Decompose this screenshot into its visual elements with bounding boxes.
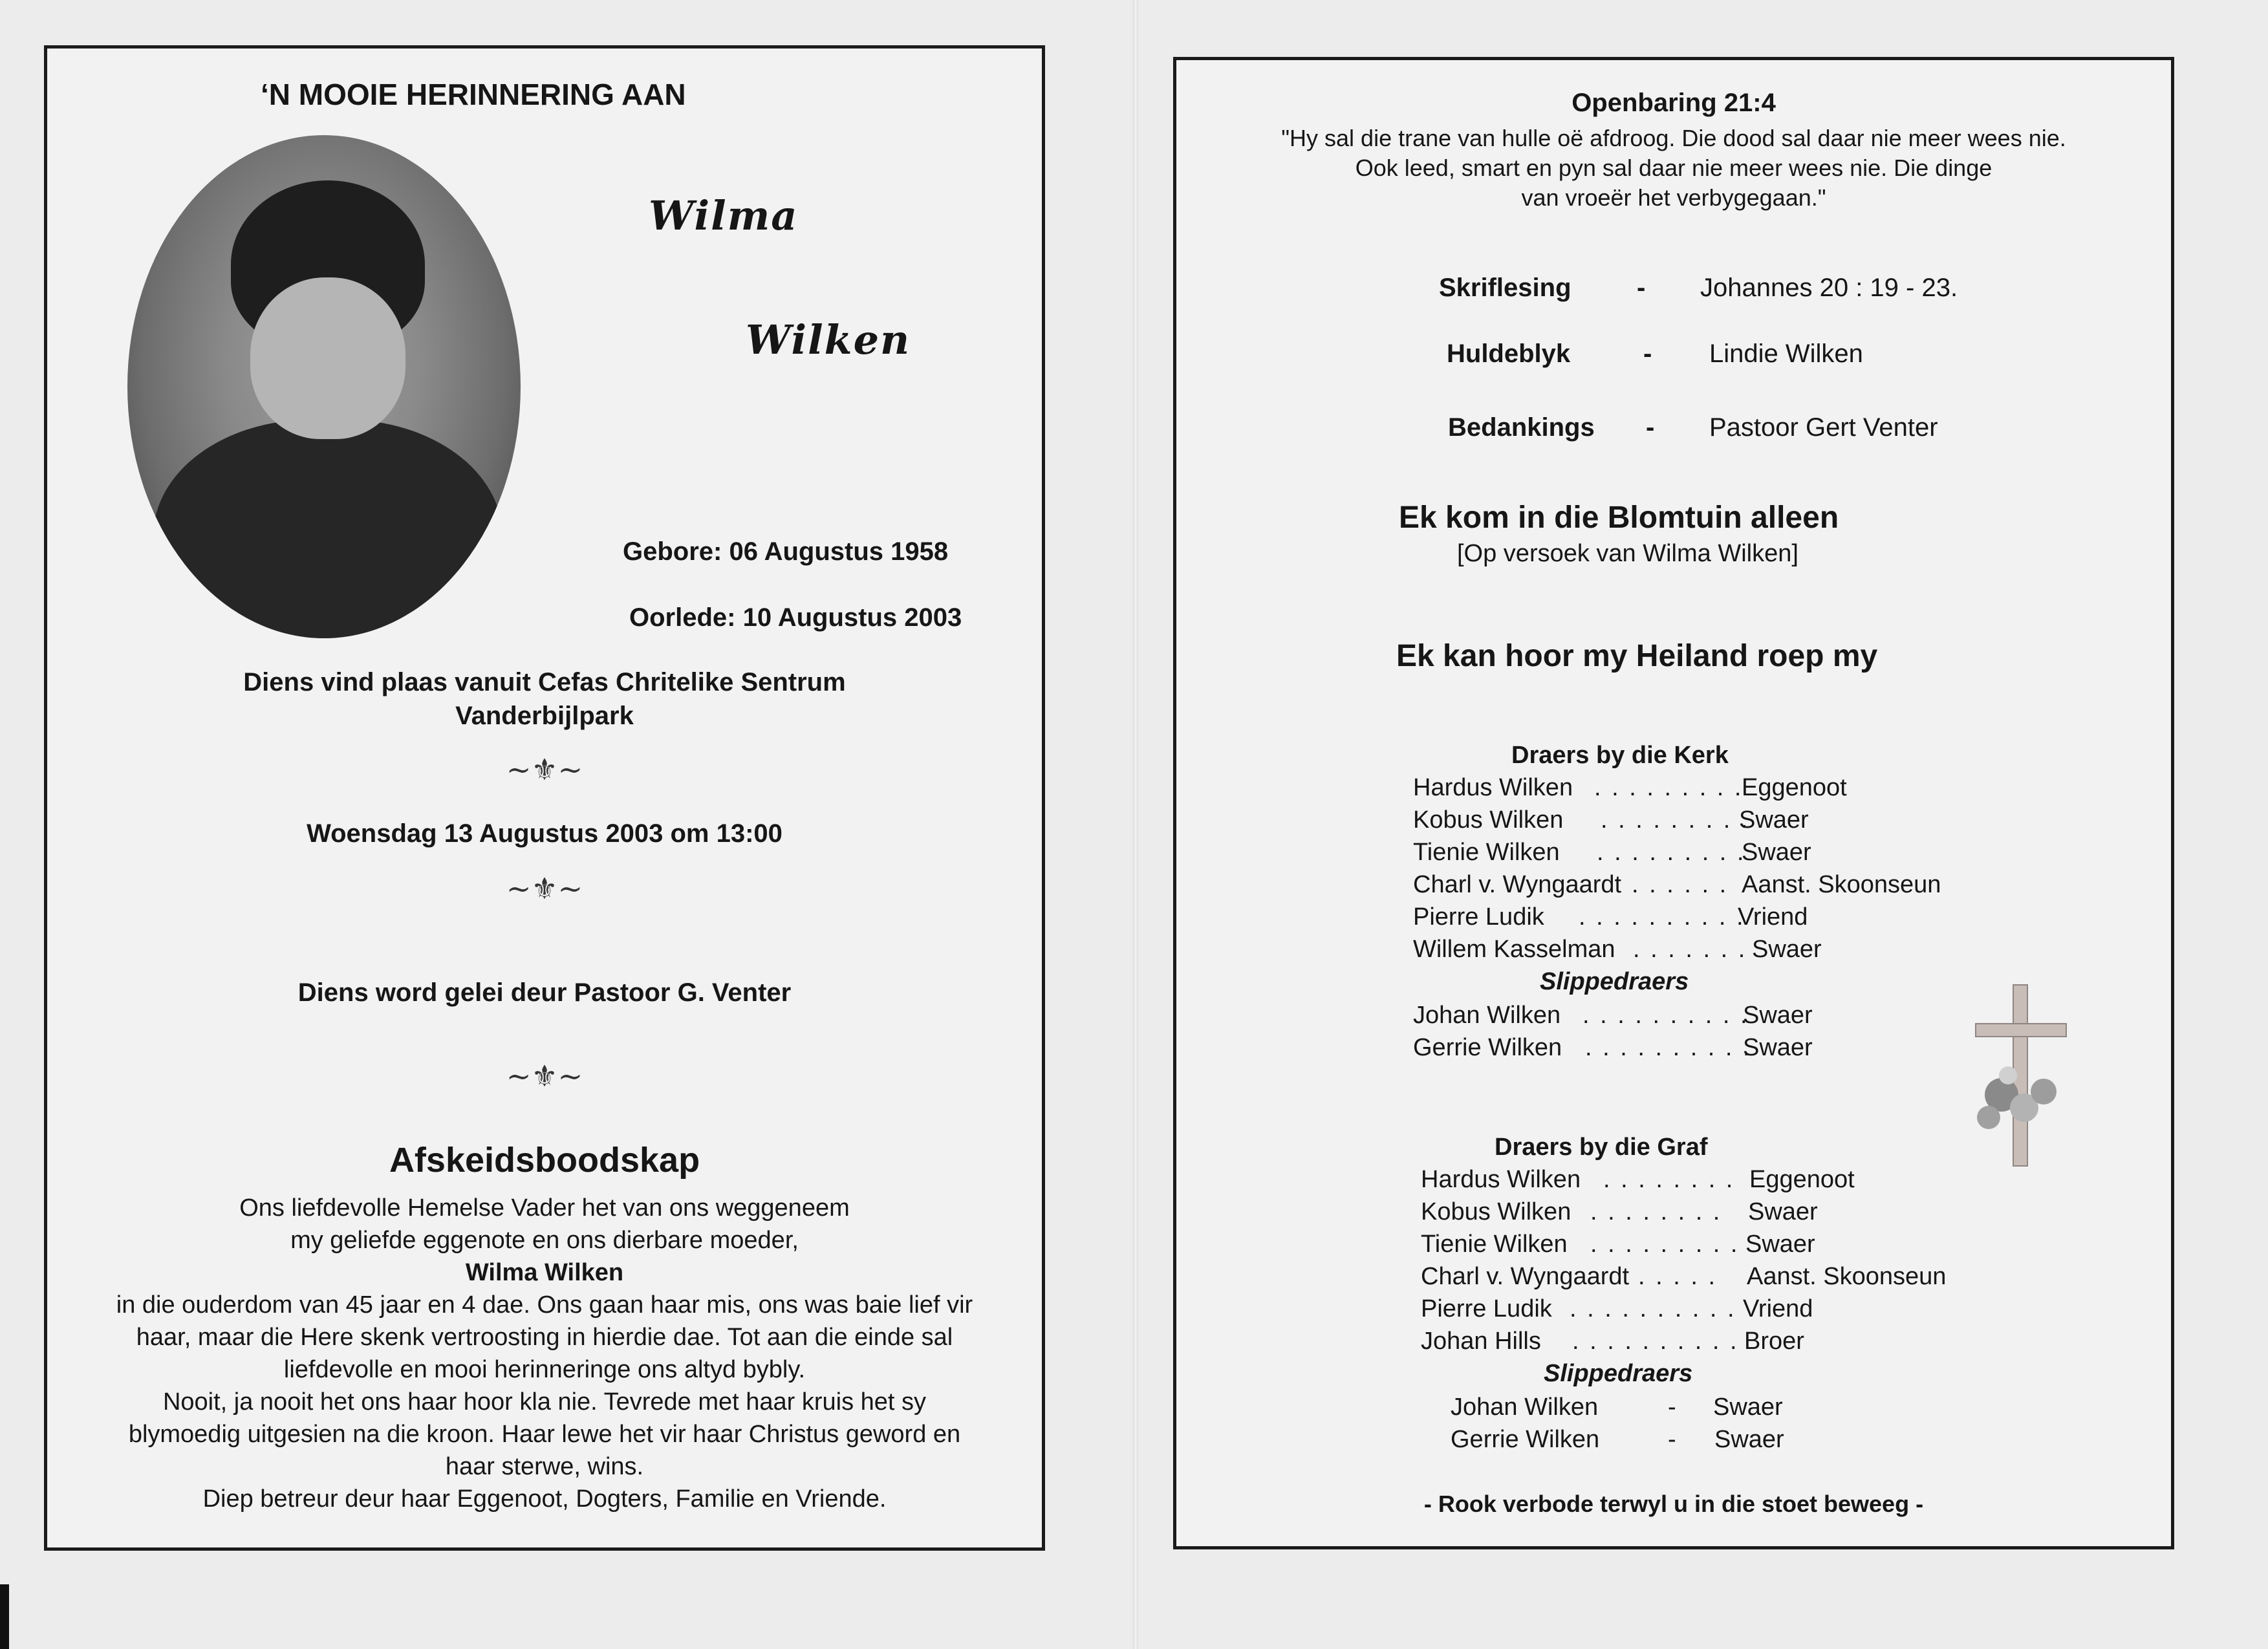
grave-bearer-role: Aanst. Skoonseun bbox=[1747, 1263, 1947, 1290]
program-value: Lindie Wilken bbox=[1709, 339, 1863, 368]
scan-edge bbox=[0, 1584, 9, 1649]
church-bearer-dots: . . . . . . . . . . bbox=[1579, 903, 1745, 931]
church-bearer-role: Aanst. Skoonseun bbox=[1742, 871, 1941, 898]
flourish-divider-1: ~⚜~ bbox=[506, 752, 583, 787]
verse-text bbox=[1176, 124, 2171, 213]
first-name: Wilma bbox=[649, 192, 799, 239]
verse-line: Ook leed, smart en pyn sal daar nie meer wees nie. Die dinge bbox=[1355, 155, 1993, 181]
grave-bearer-dots: . . . . . bbox=[1638, 1263, 1718, 1290]
farewell-line: in die ouderdom van 45 jaar en 4 dae. Ons gaan haar mis, ons was baie lief vir bbox=[116, 1291, 973, 1319]
farewell-message bbox=[47, 1192, 1042, 1515]
verse-reference: Openbaring 21:4 bbox=[1571, 89, 1776, 117]
program-dash: - bbox=[1637, 274, 1646, 302]
grave-slip-dash: - bbox=[1668, 1426, 1676, 1453]
song-title-2: Ek kan hoor my Heiland roep my bbox=[1396, 639, 1878, 673]
procession-footer: - Rook verbode terwyl u in die stoet beweeg - bbox=[1423, 1491, 1924, 1517]
church-bearer-role: Vriend bbox=[1738, 903, 1808, 931]
church-bearers-title: Draers by die Kerk bbox=[1511, 742, 1729, 769]
portrait-photo bbox=[127, 135, 521, 638]
church-slip-role: Swaer bbox=[1743, 1002, 1813, 1029]
portrait-face bbox=[250, 277, 405, 439]
flower bbox=[1977, 1106, 2000, 1129]
venue-line-2: Vanderbijlpark bbox=[455, 702, 634, 730]
church-bearer-dots: . . . . . . . . . bbox=[1601, 806, 1750, 834]
program-label: Huldeblyk bbox=[1447, 339, 1571, 368]
grave-bearer-name: Tienie Wilken bbox=[1421, 1231, 1568, 1258]
venue-line-1: Diens vind plaas vanuit Cefas Chritelike Sentrum bbox=[243, 668, 846, 696]
verse-line: van vroeër het verbygegaan." bbox=[1521, 184, 1826, 211]
farewell-title: Afskeidsboodskap bbox=[389, 1141, 700, 1180]
grave-slip-dash: - bbox=[1668, 1394, 1676, 1421]
flourish-divider-2: ~⚜~ bbox=[506, 871, 583, 906]
program-label: Bedankings bbox=[1448, 413, 1595, 442]
grave-bearers-title: Draers by die Graf bbox=[1495, 1134, 1708, 1161]
grave-slippedraers-title: Slippedraers bbox=[1544, 1360, 1693, 1387]
program-label: Skriflesing bbox=[1439, 274, 1571, 302]
church-slip-name: Johan Wilken bbox=[1413, 1002, 1561, 1029]
cross-horizontal bbox=[1976, 1024, 2066, 1037]
program-dash: - bbox=[1643, 339, 1652, 368]
farewell-line: Wilma Wilken bbox=[465, 1259, 624, 1286]
flower bbox=[1999, 1066, 2017, 1084]
service-date-time: Woensdag 13 Augustus 2003 om 13:00 bbox=[307, 819, 783, 848]
song-title-1: Ek kom in die Blomtuin alleen bbox=[1399, 501, 1839, 535]
flower bbox=[2031, 1079, 2057, 1105]
church-bearer-role: Swaer bbox=[1742, 839, 1811, 866]
church-bearer-dots: . . . . . . . bbox=[1633, 936, 1747, 963]
program-value: Johannes 20 : 19 - 23. bbox=[1700, 274, 1958, 302]
memorial-heading: ‘N MOOIE HERINNERING AAN bbox=[261, 78, 686, 111]
farewell-line: Diep betreur deur haar Eggenoot, Dogters, Familie en Vriende. bbox=[202, 1485, 887, 1513]
program-value: Pastoor Gert Venter bbox=[1709, 413, 1938, 442]
grave-bearer-name: Pierre Ludik bbox=[1421, 1295, 1552, 1322]
church-bearer-name: Willem Kasselman bbox=[1413, 936, 1615, 963]
left-panel bbox=[44, 45, 1045, 1551]
church-bearer-name: Hardus Wilken bbox=[1413, 774, 1573, 801]
church-bearer-role: Swaer bbox=[1739, 806, 1809, 834]
grave-bearer-dots: . . . . . . . . . . bbox=[1570, 1295, 1736, 1322]
grave-bearer-name: Kobus Wilken bbox=[1421, 1198, 1571, 1225]
farewell-line: haar, maar die Here skenk vertroosting in hierdie dae. Tot aan die einde sal bbox=[136, 1324, 953, 1351]
church-bearer-dots: . . . . . . . . . bbox=[1597, 839, 1746, 866]
church-bearer-name: Charl v. Wyngaardt bbox=[1413, 871, 1622, 898]
grave-bearer-dots: . . . . . . . . bbox=[1590, 1198, 1722, 1225]
death-date: Oorlede: 10 Augustus 2003 bbox=[629, 603, 962, 632]
farewell-line: blymoedig uitgesien na die kroon. Haar lewe het vir haar Christus geword en bbox=[128, 1421, 961, 1448]
grave-bearer-role: Broer bbox=[1744, 1328, 1804, 1355]
grave-bearer-name: Johan Hills bbox=[1421, 1328, 1541, 1355]
farewell-line: Ons liefdevolle Hemelse Vader het van ons weggeneem bbox=[239, 1194, 850, 1222]
last-name: Wilken bbox=[746, 316, 911, 363]
farewell-line: liefdevolle en mooi herinneringe ons altyd bybly. bbox=[283, 1356, 806, 1383]
farewell-line: Nooit, ja nooit het ons haar hoor kla nie. Tevrede met haar kruis het sy bbox=[162, 1388, 927, 1416]
church-slippedraers-title: Slippedraers bbox=[1540, 968, 1689, 995]
church-slip-role: Swaer bbox=[1743, 1034, 1813, 1061]
church-slip-dots: . . . . . . . . . . bbox=[1582, 1002, 1749, 1029]
right-panel bbox=[1173, 57, 2174, 1549]
grave-bearer-role: Swaer bbox=[1745, 1231, 1815, 1258]
grave-slip-name: Johan Wilken bbox=[1451, 1394, 1599, 1421]
church-slip-dots: . . . . . . . . . . bbox=[1585, 1034, 1752, 1061]
grave-bearer-role: Vriend bbox=[1743, 1295, 1813, 1322]
grave-bearer-dots: . . . . . . . . . . bbox=[1572, 1328, 1739, 1355]
grave-slip-role: Swaer bbox=[1713, 1394, 1783, 1421]
portrait-body bbox=[153, 420, 502, 638]
birth-date: Gebore: 06 Augustus 1958 bbox=[623, 537, 949, 566]
song-note-1: [Op versoek van Wilma Wilken] bbox=[1457, 540, 1798, 567]
church-bearer-role: Swaer bbox=[1752, 936, 1822, 963]
church-bearer-role: Eggenoot bbox=[1742, 774, 1847, 801]
church-bearer-name: Tienie Wilken bbox=[1413, 839, 1560, 866]
grave-bearer-dots: . . . . . . . . bbox=[1603, 1166, 1735, 1193]
flourish-divider-3: ~⚜~ bbox=[506, 1059, 583, 1094]
church-bearer-name: Pierre Ludik bbox=[1413, 903, 1544, 931]
program-dash: - bbox=[1646, 413, 1655, 442]
church-bearer-name: Kobus Wilken bbox=[1413, 806, 1564, 834]
service-leader: Diens word gelei deur Pastoor G. Venter bbox=[297, 978, 792, 1007]
grave-bearer-role: Swaer bbox=[1748, 1198, 1818, 1225]
grave-bearer-name: Charl v. Wyngaardt bbox=[1421, 1263, 1630, 1290]
farewell-line: haar sterwe, wins. bbox=[445, 1453, 644, 1480]
grave-bearer-dots: . . . . . . . . . bbox=[1590, 1231, 1740, 1258]
grave-bearer-name: Hardus Wilken bbox=[1421, 1166, 1581, 1193]
grave-bearer-role: Eggenoot bbox=[1749, 1166, 1855, 1193]
church-bearer-dots: . . . . . . bbox=[1632, 871, 1729, 898]
farewell-line: my geliefde eggenote en ons dierbare moeder, bbox=[290, 1227, 799, 1254]
verse-line: "Hy sal die trane van hulle oë afdroog. Die dood sal daar nie meer wees nie. bbox=[1281, 125, 2066, 151]
church-slip-name: Gerrie Wilken bbox=[1413, 1034, 1562, 1061]
cross-with-flowers-image bbox=[1963, 978, 2079, 1172]
church-bearer-dots: . . . . . . . . . bbox=[1594, 774, 1744, 801]
grave-slip-name: Gerrie Wilken bbox=[1451, 1426, 1600, 1453]
page-fold bbox=[1133, 0, 1138, 1649]
grave-slip-role: Swaer bbox=[1714, 1426, 1784, 1453]
